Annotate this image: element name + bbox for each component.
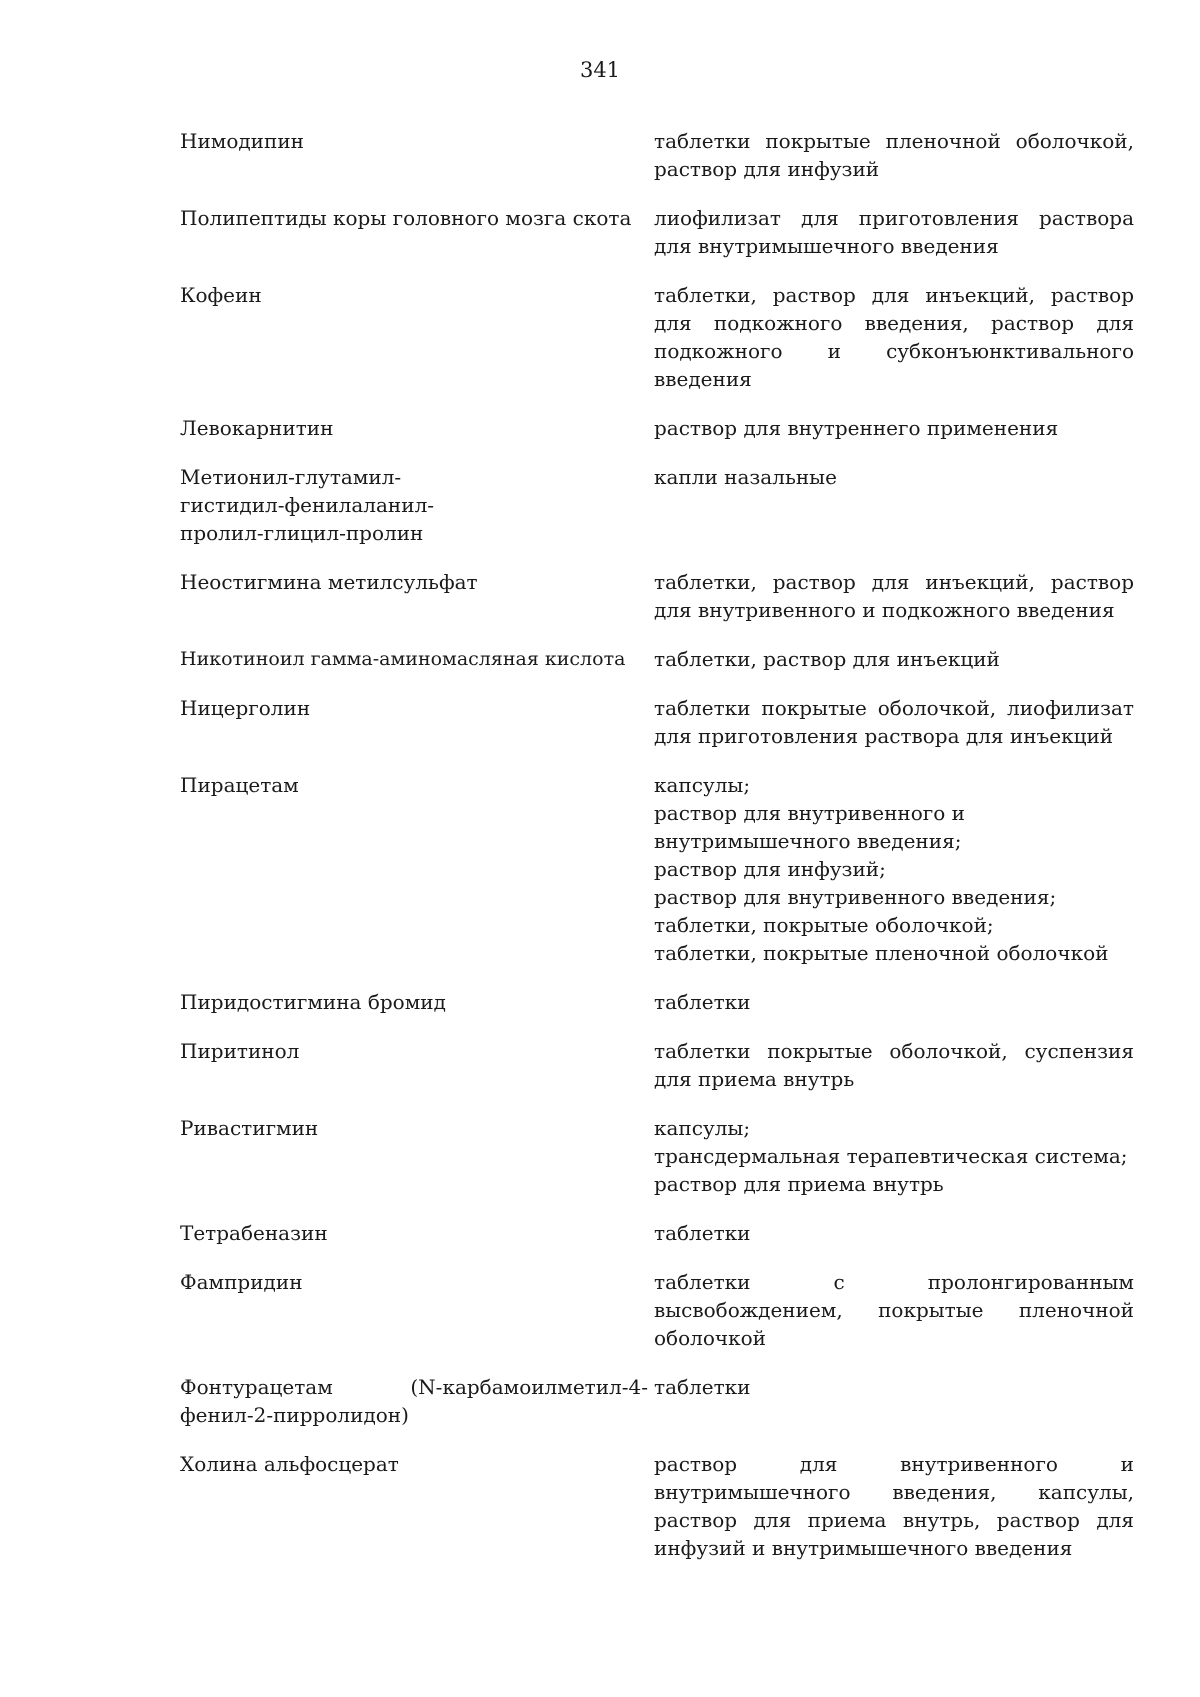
dosage-form: раствор для внутреннего применения: [654, 416, 1059, 440]
drug-name: Никотиноил гамма-аминомасляная кислота: [180, 648, 626, 670]
drug-name: Полипептиды коры головного мозга скота: [180, 206, 632, 230]
list-item: [180, 127, 1134, 183]
dosage-form: таблетки, раствор для инъекций, раствор для подкожного введения, раствор для подкожного и субконъюнктивального введения: [654, 283, 1134, 391]
dosage-form: капсулы; трансдермальная терапевтическая система; раствор для приема внутрь: [654, 1116, 1128, 1196]
dosage-form: таблетки покрытые пленочной оболочкой, раствор для инфузий: [654, 129, 1134, 181]
dosage-form: лиофилизат для приготовления раствора для внутримышечного введения: [654, 206, 1134, 258]
dosage-form: таблетки покрытые оболочкой, суспензия для приема внутрь: [654, 1039, 1134, 1091]
dosage-form: раствор для внутривенного и внутримышечного введения, капсулы, раствор для приема внутрь, раствор для инфузий и внутримышечного введения: [654, 1452, 1134, 1560]
dosage-form: таблетки: [654, 990, 751, 1014]
drug-name: Ривастигмин: [180, 1116, 319, 1140]
drug-name: Пиридостигмина бромид: [180, 990, 446, 1014]
list-item: [180, 1037, 1134, 1093]
drug-name: Метионил-глутамил- гистидил-фенилаланил- пролил-глицил-пролин: [180, 465, 435, 545]
dosage-form: таблетки с пролонгированным высвобождением, покрытые пленочной оболочкой: [654, 1270, 1134, 1350]
drug-list: [180, 127, 1134, 1583]
dosage-form: таблетки, раствор для инъекций: [654, 647, 1000, 671]
drug-name: Ницерголин: [180, 696, 311, 720]
drug-name: Холина альфосцерат: [180, 1452, 399, 1476]
list-item: [180, 1373, 1134, 1429]
drug-name: Фонтурацетам (N-карбамоилметил-4-фенил-2-пирролидон): [180, 1375, 648, 1427]
list-item: [180, 771, 1134, 967]
drug-name: Пирацетам: [180, 773, 299, 797]
dosage-form: таблетки: [654, 1221, 751, 1245]
list-item: [180, 463, 1134, 547]
list-item: [180, 694, 1134, 750]
page-number: 341: [579, 58, 621, 82]
dosage-form: капли назальные: [654, 465, 837, 489]
drug-name: Левокарнитин: [180, 416, 334, 440]
drug-name: Фампридин: [180, 1270, 303, 1294]
dosage-form: таблетки: [654, 1375, 751, 1399]
list-item: [180, 414, 1134, 442]
drug-name: Неостигмина метилсульфат: [180, 570, 478, 594]
drug-name: Тетрабеназин: [180, 1221, 328, 1245]
dosage-form: капсулы; раствор для внутривенного и внутримышечного введения; раствор для инфузий; раствор для внутривенного введения; таблетки, покрытые оболочкой; таблетки, покрытые пленочной оболочкой: [654, 773, 1109, 965]
list-item: [180, 1114, 1134, 1198]
list-item: [180, 1219, 1134, 1247]
dosage-form: таблетки, раствор для инъекций, раствор для внутривенного и подкожного введения: [654, 570, 1134, 622]
list-item: [180, 1268, 1134, 1352]
list-item: [180, 988, 1134, 1016]
dosage-form: таблетки покрытые оболочкой, лиофилизат для приготовления раствора для инъекций: [654, 696, 1134, 748]
list-item: [180, 204, 1134, 260]
drug-name: Кофеин: [180, 283, 262, 307]
drug-name: Пиритинол: [180, 1039, 300, 1063]
list-item: [180, 281, 1134, 393]
drug-name: Нимодипин: [180, 129, 305, 153]
list-item: [180, 1450, 1134, 1562]
list-item: [180, 645, 1134, 673]
list-item: [180, 568, 1134, 624]
